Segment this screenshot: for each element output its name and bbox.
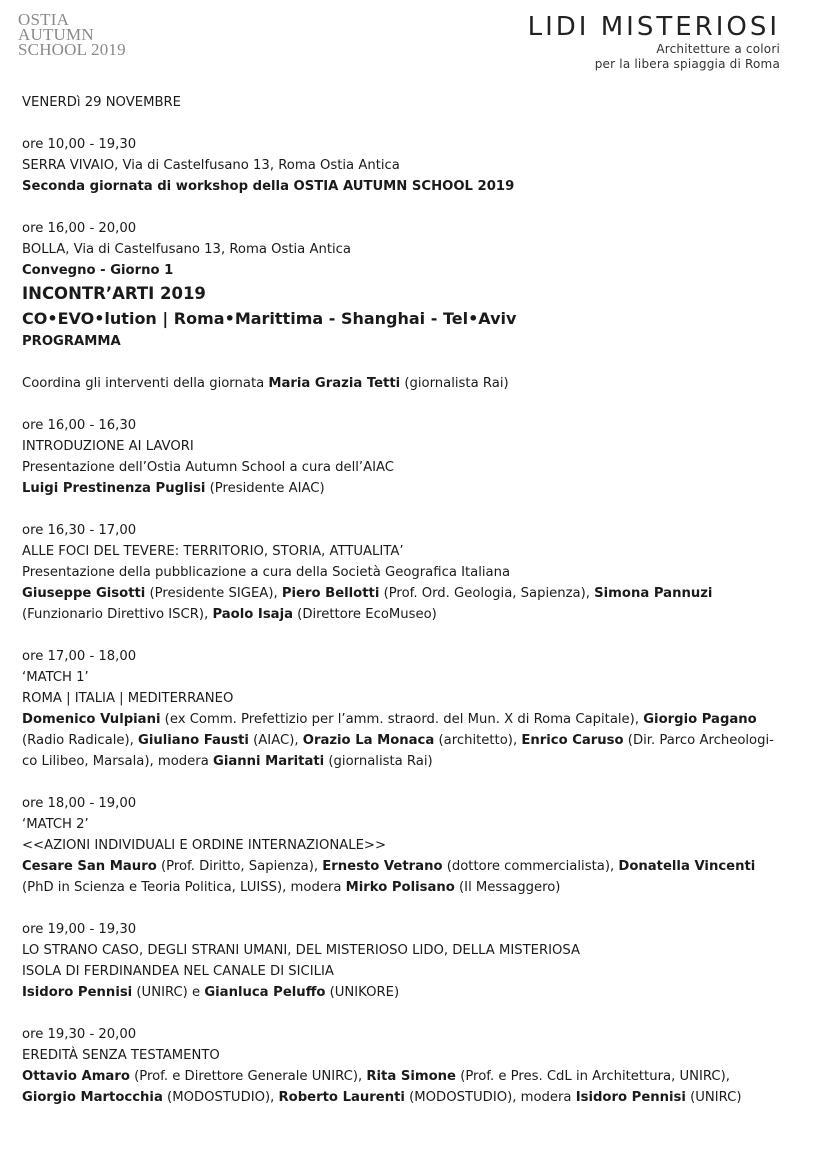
convegno-label: Convegno - Giorno 1	[22, 263, 174, 278]
intro-speakers: Luigi Prestinenza Puglisi (Presidente AIAC)	[22, 481, 325, 496]
intro-title: INTRODUZIONE AI LAVORI	[22, 439, 194, 454]
strano-time: ore 19,00 - 19,30	[22, 922, 137, 937]
brand-header	[528, 12, 780, 72]
foci-speakers-2: (Funzionario Direttivo ISCR), Paolo Isaja (Direttore EcoMuseo)	[22, 607, 437, 622]
foci-title: ALLE FOCI DEL TEVERE: TERRITORIO, STORIA, ATTUALITA’	[22, 544, 404, 559]
foci-desc: Presentazione della pubblicazione a cura della Società Geografica Italiana	[22, 565, 511, 580]
brand-subtitle-2: per la libera spiaggia di Roma	[594, 57, 780, 71]
program-content	[22, 92, 782, 1108]
school-line-2: AUTUMN	[18, 25, 94, 44]
match2-speakers-2: (PhD in Scienza e Teoria Politica, LUISS), modera Mirko Polisano (Il Messaggero)	[22, 880, 561, 895]
school-logo-text	[18, 12, 126, 57]
match1-label: ‘MATCH 1’	[22, 670, 89, 685]
match1-speakers-1: Domenico Vulpiani (ex Comm. Prefettizio per l’amm. straord. del Mun. X di Roma Capitale), Giorgio Pagano	[22, 712, 757, 727]
coordinator-name: Maria Grazia Tetti	[268, 376, 401, 391]
match1-time: ore 17,00 - 18,00	[22, 649, 137, 664]
intro-time: ore 16,00 - 16,30	[22, 418, 137, 433]
match2-time: ore 18,00 - 19,00	[22, 796, 137, 811]
brand-title: LIDI MISTERIOSI	[527, 12, 780, 42]
match1-speakers-2: (Radio Radicale), Giuliano Fausti (AIAC), Orazio La Monaca (architetto), Enrico Caruso (Dir. Parco Archeologi-	[22, 733, 774, 748]
match1-title: ROMA | ITALIA | MEDITERRANEO	[22, 691, 234, 706]
workshop-place: SERRA VIVAIO, Via di Castelfusano 13, Roma Ostia Antica	[22, 158, 400, 173]
convegno-time: ore 16,00 - 20,00	[22, 221, 137, 236]
convegno-title: INCONTR’ARTI 2019	[22, 284, 206, 303]
convegno-subtitle: CO•EVO•lution | Roma•Marittima - Shanghai - Tel•Aviv	[22, 309, 517, 328]
coordina-line: Coordina gli interventi della giornata Maria Grazia Tetti (giornalista Rai)	[22, 376, 509, 391]
workshop-title: Seconda giornata di workshop della OSTIA AUTUMN SCHOOL 2019	[22, 179, 515, 194]
foci-time: ore 16,30 - 17,00	[22, 523, 137, 538]
intro-desc: Presentazione dell’Ostia Autumn School a cura dell’AIAC	[22, 460, 395, 475]
eredita-title: EREDITÀ SENZA TESTAMENTO	[22, 1048, 220, 1063]
match2-label: ‘MATCH 2’	[22, 817, 89, 832]
workshop-time: ore 10,00 - 19,30	[22, 137, 137, 152]
strano-title-2: ISOLA DI FERDINANDEA NEL CANALE DI SICILIA	[22, 964, 334, 979]
strano-speakers: Isidoro Pennisi (UNIRC) e Gianluca Peluffo (UNIKORE)	[22, 985, 400, 1000]
strano-title-1: LO STRANO CASO, DEGLI STRANI UMANI, DEL MISTERIOSO LIDO, DELLA MISTERIOSA	[22, 943, 581, 958]
foci-speakers-1: Giuseppe Gisotti (Presidente SIGEA), Piero Bellotti (Prof. Ord. Geologia, Sapienza), Simona Pannuzi	[22, 586, 713, 601]
eredita-speakers-1: Ottavio Amaro (Prof. e Direttore Generale UNIRC), Rita Simone (Prof. e Pres. CdL in Architettura, UNIRC),	[22, 1069, 730, 1084]
brand-subtitle-1: Architetture a colori	[656, 42, 780, 56]
match1-speakers-3: co Lilibeo, Marsala), modera Gianni Maritati (giornalista Rai)	[22, 754, 433, 769]
match2-speakers-1: Cesare San Mauro (Prof. Diritto, Sapienza), Ernesto Vetrano (dottore commercialista), Donatella Vincenti	[22, 859, 756, 874]
eredita-time: ore 19,30 - 20,00	[22, 1027, 137, 1042]
school-line-3: SCHOOL 2019	[18, 40, 126, 59]
convegno-place: BOLLA, Via di Castelfusano 13, Roma Ostia Antica	[22, 242, 351, 257]
school-line-1: OSTIA	[18, 10, 70, 29]
eredita-speakers-2: Giorgio Martocchia (MODOSTUDIO), Roberto Laurenti (MODOSTUDIO), modera Isidoro Pennisi (UNIRC)	[22, 1090, 742, 1105]
match2-title: <<AZIONI INDIVIDUALI E ORDINE INTERNAZIONALE>>	[22, 838, 386, 853]
day-heading: VENERDì 29 NOVEMBRE	[22, 95, 181, 110]
programma-label: PROGRAMMA	[22, 334, 121, 349]
